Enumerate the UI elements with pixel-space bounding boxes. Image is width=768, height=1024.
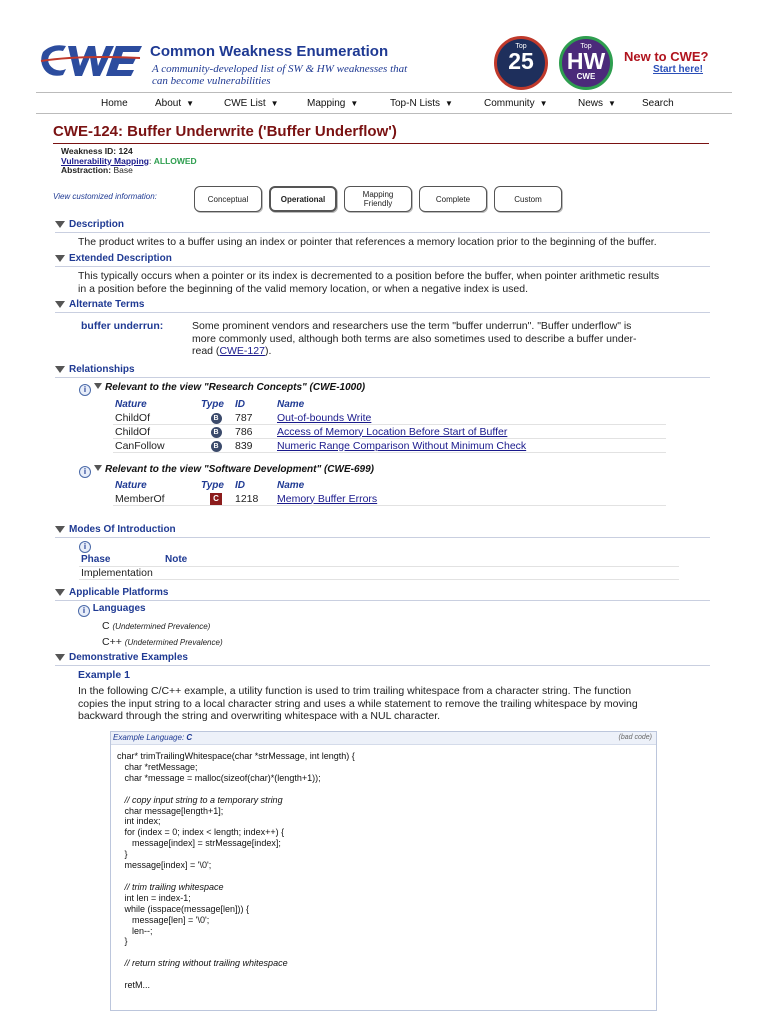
code-header: Example Language: C (bad code) bbox=[111, 732, 656, 745]
cwe-1218-link[interactable]: Memory Buffer Errors bbox=[277, 492, 378, 505]
title-divider bbox=[53, 143, 709, 144]
languages-heading: i Languages bbox=[78, 603, 146, 617]
code-example bbox=[110, 731, 657, 1011]
caret-down-icon: ▼ bbox=[350, 99, 359, 108]
code-line: retM... bbox=[117, 980, 151, 991]
cwe-787-link[interactable]: Out-of-bounds Write bbox=[277, 411, 372, 424]
info-icon[interactable]: i bbox=[79, 541, 91, 553]
nav-topn-lists[interactable]: Top-N Lists ▼ bbox=[390, 98, 453, 109]
demonstrative-examples-heading[interactable]: Demonstrative Examples bbox=[55, 652, 710, 666]
base-type-icon: B bbox=[211, 427, 222, 438]
collapse-triangle-icon bbox=[94, 465, 102, 471]
relationships-heading[interactable]: Relationships bbox=[55, 364, 710, 378]
code-line: } bbox=[117, 849, 128, 860]
code-block[interactable] bbox=[111, 745, 656, 991]
collapse-triangle-icon bbox=[55, 255, 65, 262]
language-cpp: C++ (Undetermined Prevalence) bbox=[102, 636, 223, 648]
code-line: // trim trailing whitespace bbox=[117, 881, 224, 892]
extended-description-heading[interactable]: Extended Description bbox=[55, 253, 710, 267]
relationships-table-software-dev: Nature Type ID Name MemberOf C 1218 Memory Buffer Errors bbox=[113, 479, 666, 506]
bad-code-label: (bad code) bbox=[618, 734, 652, 741]
mapping-status: ALLOWED bbox=[153, 155, 197, 166]
nav-cwe-list[interactable]: CWE List ▼ bbox=[224, 98, 279, 109]
table-row: Implementation bbox=[79, 566, 679, 579]
modes-of-introduction-heading[interactable]: Modes Of Introduction bbox=[55, 524, 710, 538]
caret-down-icon: ▼ bbox=[445, 99, 453, 108]
code-line bbox=[117, 947, 656, 958]
research-concepts-view-heading[interactable]: i Relevant to the view "Research Concepts" (CWE-1000) bbox=[79, 382, 365, 396]
table-row: ChildOf B 787 Out-of-bounds Write bbox=[113, 411, 666, 425]
code-line: while (isspace(message[len])) { bbox=[117, 903, 250, 914]
collapse-triangle-icon bbox=[94, 383, 102, 389]
applicable-platforms-heading[interactable]: Applicable Platforms bbox=[55, 587, 710, 601]
language-c: C (Undetermined Prevalence) bbox=[102, 620, 211, 632]
nav-mapping[interactable]: Mapping ▼ bbox=[307, 98, 359, 109]
code-line bbox=[117, 969, 656, 980]
modes-table: Phase Note Implementation bbox=[79, 553, 679, 580]
collapse-triangle-icon bbox=[55, 366, 65, 373]
code-line bbox=[117, 784, 656, 795]
weakness-id: 124 bbox=[118, 146, 133, 156]
info-icon[interactable]: i bbox=[79, 466, 91, 478]
nav-news[interactable]: News ▼ bbox=[578, 98, 616, 109]
collapse-triangle-icon bbox=[55, 301, 65, 308]
nav-community[interactable]: Community ▼ bbox=[484, 98, 548, 109]
base-type-icon: B bbox=[211, 441, 222, 452]
code-line bbox=[117, 871, 656, 882]
main-nav bbox=[36, 92, 732, 114]
code-line: len--; bbox=[117, 925, 153, 936]
code-line: // copy input string to a temporary string bbox=[117, 794, 283, 805]
collapse-triangle-icon bbox=[55, 589, 65, 596]
site-header bbox=[0, 0, 768, 92]
description-text: The product writes to a buffer using an index or pointer that references a memory location prior to the beginning of the buffer. bbox=[78, 236, 657, 248]
base-type-icon: B bbox=[211, 413, 222, 424]
code-line: char message[length+1]; bbox=[117, 805, 224, 816]
abstraction-value: Base bbox=[113, 165, 133, 175]
code-line: } bbox=[117, 936, 128, 947]
cwe-127-link[interactable]: CWE-127 bbox=[219, 345, 265, 357]
code-line: // return string without trailing whitespace bbox=[117, 958, 288, 969]
top-hw-badge[interactable]: Top HW CWE bbox=[559, 36, 613, 90]
collapse-triangle-icon bbox=[55, 654, 65, 661]
code-line: message[index] = strMessage[index]; bbox=[117, 838, 281, 849]
code-line: for (index = 0; index < length; index++) { bbox=[117, 827, 285, 838]
info-icon[interactable]: i bbox=[79, 384, 91, 396]
software-development-view-heading[interactable]: i Relevant to the view "Software Development" (CWE-699) bbox=[79, 464, 374, 478]
nav-about[interactable]: About ▼ bbox=[155, 98, 195, 109]
code-line: message[len] = '\0'; bbox=[117, 914, 210, 925]
extended-description-text: This typically occurs when a pointer or its index is decremented to a position before the buffer, when pointer arithmetic results in a position before the beginning of the valid memory location, or when a negative index is used. bbox=[78, 270, 660, 295]
cwe-786-link[interactable]: Access of Memory Location Before Start of Buffer bbox=[277, 425, 508, 438]
page-title: CWE-124: Buffer Underwrite ('Buffer Underflow') bbox=[53, 123, 397, 140]
description-heading[interactable]: Description bbox=[55, 219, 710, 233]
start-here-link[interactable]: Start here! bbox=[653, 64, 704, 75]
vulnerability-mapping-link[interactable]: Vulnerability Mapping bbox=[61, 155, 149, 166]
alternate-term-description: Some prominent vendors and researchers use the term "buffer underrun". "Buffer underflow" is more commonly used, although both terms are also sometimes used to describe a buffer under- read (CWE-127). bbox=[192, 320, 637, 357]
weakness-meta: Weakness ID: 124 Vulnerability Mapping: ALLOWED Abstraction: Base bbox=[61, 146, 197, 175]
relationships-table-research: Nature Type ID Name ChildOf B 787 Out-of-bounds Write ChildOf B 786 Access of Memory Location Before Start of Buffer CanFollow B 839 Numeric Range Comparison Without Minimum Check bbox=[113, 398, 666, 453]
code-line: int len = index-1; bbox=[117, 892, 191, 903]
view-custom-button[interactable]: Custom bbox=[494, 186, 562, 212]
code-line: char *message = malloc(sizeof(char)*(length+1)); bbox=[117, 772, 321, 783]
info-icon[interactable]: i bbox=[78, 605, 90, 617]
view-customized-label: View customized information: bbox=[53, 192, 157, 201]
view-mapping-friendly-button[interactable]: Mapping Friendly bbox=[344, 186, 412, 212]
table-row: MemberOf C 1218 Memory Buffer Errors bbox=[113, 492, 666, 506]
cwe-logo[interactable] bbox=[40, 40, 144, 82]
caret-down-icon: ▼ bbox=[539, 99, 548, 108]
site-title[interactable]: Common Weakness Enumeration bbox=[150, 43, 389, 60]
view-complete-button[interactable]: Complete bbox=[419, 186, 487, 212]
caret-down-icon: ▼ bbox=[270, 99, 279, 108]
table-row: ChildOf B 786 Access of Memory Location Before Start of Buffer bbox=[113, 425, 666, 439]
nav-search[interactable]: Search bbox=[642, 98, 674, 109]
code-line: message[index] = '\0'; bbox=[117, 860, 212, 871]
cwe-839-link[interactable]: Numeric Range Comparison Without Minimum Check bbox=[277, 439, 527, 452]
example-1-description: In the following C/C++ example, a utility function is used to trim trailing whitespace from a character string. The function copies the input string to a local character string and uses a while statement to remove the trailing whitespace by moving backward through the string and overwriting whitespace with a NUL character. bbox=[78, 685, 638, 722]
alternate-terms-heading[interactable]: Alternate Terms bbox=[55, 299, 710, 313]
caret-down-icon: ▼ bbox=[608, 99, 616, 108]
site-tagline: A community-developed list of SW & HW weaknesses that can become vulnerabilities bbox=[152, 63, 408, 87]
new-to-cwe-heading: New to CWE? bbox=[624, 49, 709, 64]
table-row: CanFollow B 839 Numeric Range Comparison Without Minimum Check bbox=[113, 439, 666, 453]
code-line: char *retMessage; bbox=[117, 761, 198, 772]
category-type-icon: C bbox=[210, 493, 222, 505]
alternate-term: buffer underrun: bbox=[81, 320, 164, 332]
collapse-triangle-icon bbox=[55, 221, 65, 228]
example-1-title: Example 1 bbox=[78, 669, 130, 681]
view-conceptual-button[interactable]: Conceptual bbox=[194, 186, 262, 212]
code-line: char* trimTrailingWhitespace(char *strMessage, int length) { bbox=[117, 751, 355, 761]
code-line: int index; bbox=[117, 816, 161, 827]
top25-badge[interactable]: Top 25 bbox=[494, 36, 548, 90]
caret-down-icon: ▼ bbox=[186, 99, 195, 108]
view-operational-button[interactable]: Operational bbox=[269, 186, 337, 212]
collapse-triangle-icon bbox=[55, 526, 65, 533]
nav-home[interactable]: Home bbox=[101, 98, 128, 109]
